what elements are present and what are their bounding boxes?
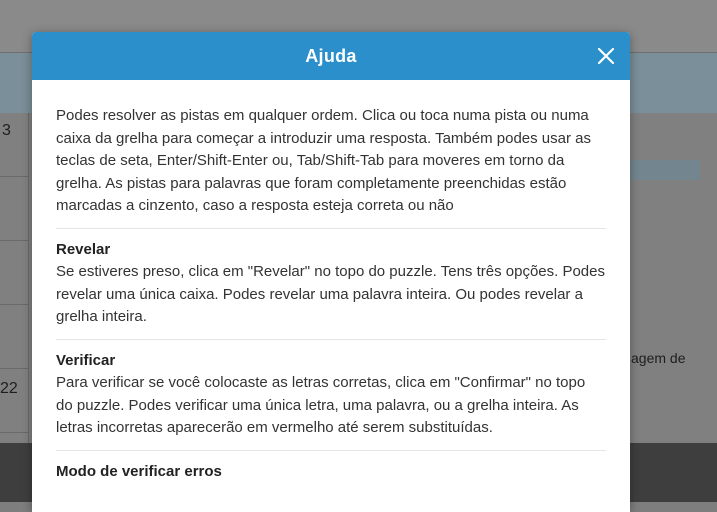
help-intro	[56, 105, 606, 229]
section-title: Revelar	[56, 240, 111, 258]
section-text: Se estiveres preso, clica em "Revelar" no topo do puzzle. Tens três opções. Podes revelar uma única caixa. Podes revelar uma palavra inteira. Ou podes revelar a grelha inteira.	[56, 263, 605, 325]
background-clue-text: agem de	[631, 350, 686, 366]
section-title: Verificar	[56, 351, 116, 369]
help-modal	[32, 32, 630, 512]
section-title: Modo de verificar erros	[56, 462, 222, 480]
close-button[interactable]	[594, 44, 618, 68]
grid-number: 22	[0, 380, 18, 397]
background-clue-highlight	[630, 160, 700, 180]
help-intro-text: Podes resolver as pistas em qualquer ordem. Clica ou toca numa pista ou numa caixa da grelha para começar a introduzir uma resposta. Também podes usar as teclas de seta, Enter/Shift-Enter ou, Tab/Shift-Tab para moveres em torno da grelha. As pistas para palavras que foram completamente preenchidas estão marcadas a cinzento, caso a resposta esteja correta ou não	[56, 107, 591, 214]
modal-title: Ajuda	[305, 45, 357, 66]
help-section-verificar	[56, 350, 606, 451]
modal-body	[32, 80, 630, 483]
modal-header	[32, 32, 630, 80]
section-text: Para verificar se você colocaste as letras corretas, clica em "Confirmar" no topo do puzzle. Podes verificar uma única letra, uma palavra, ou a grelha inteira. As letras incorretas aparecerão em vermelho até serem substituídas.	[56, 374, 586, 436]
grid-number: 3	[2, 122, 11, 139]
help-section-revelar	[56, 239, 606, 340]
close-icon	[594, 44, 618, 68]
help-section-modo-verificar-erros	[56, 461, 606, 484]
